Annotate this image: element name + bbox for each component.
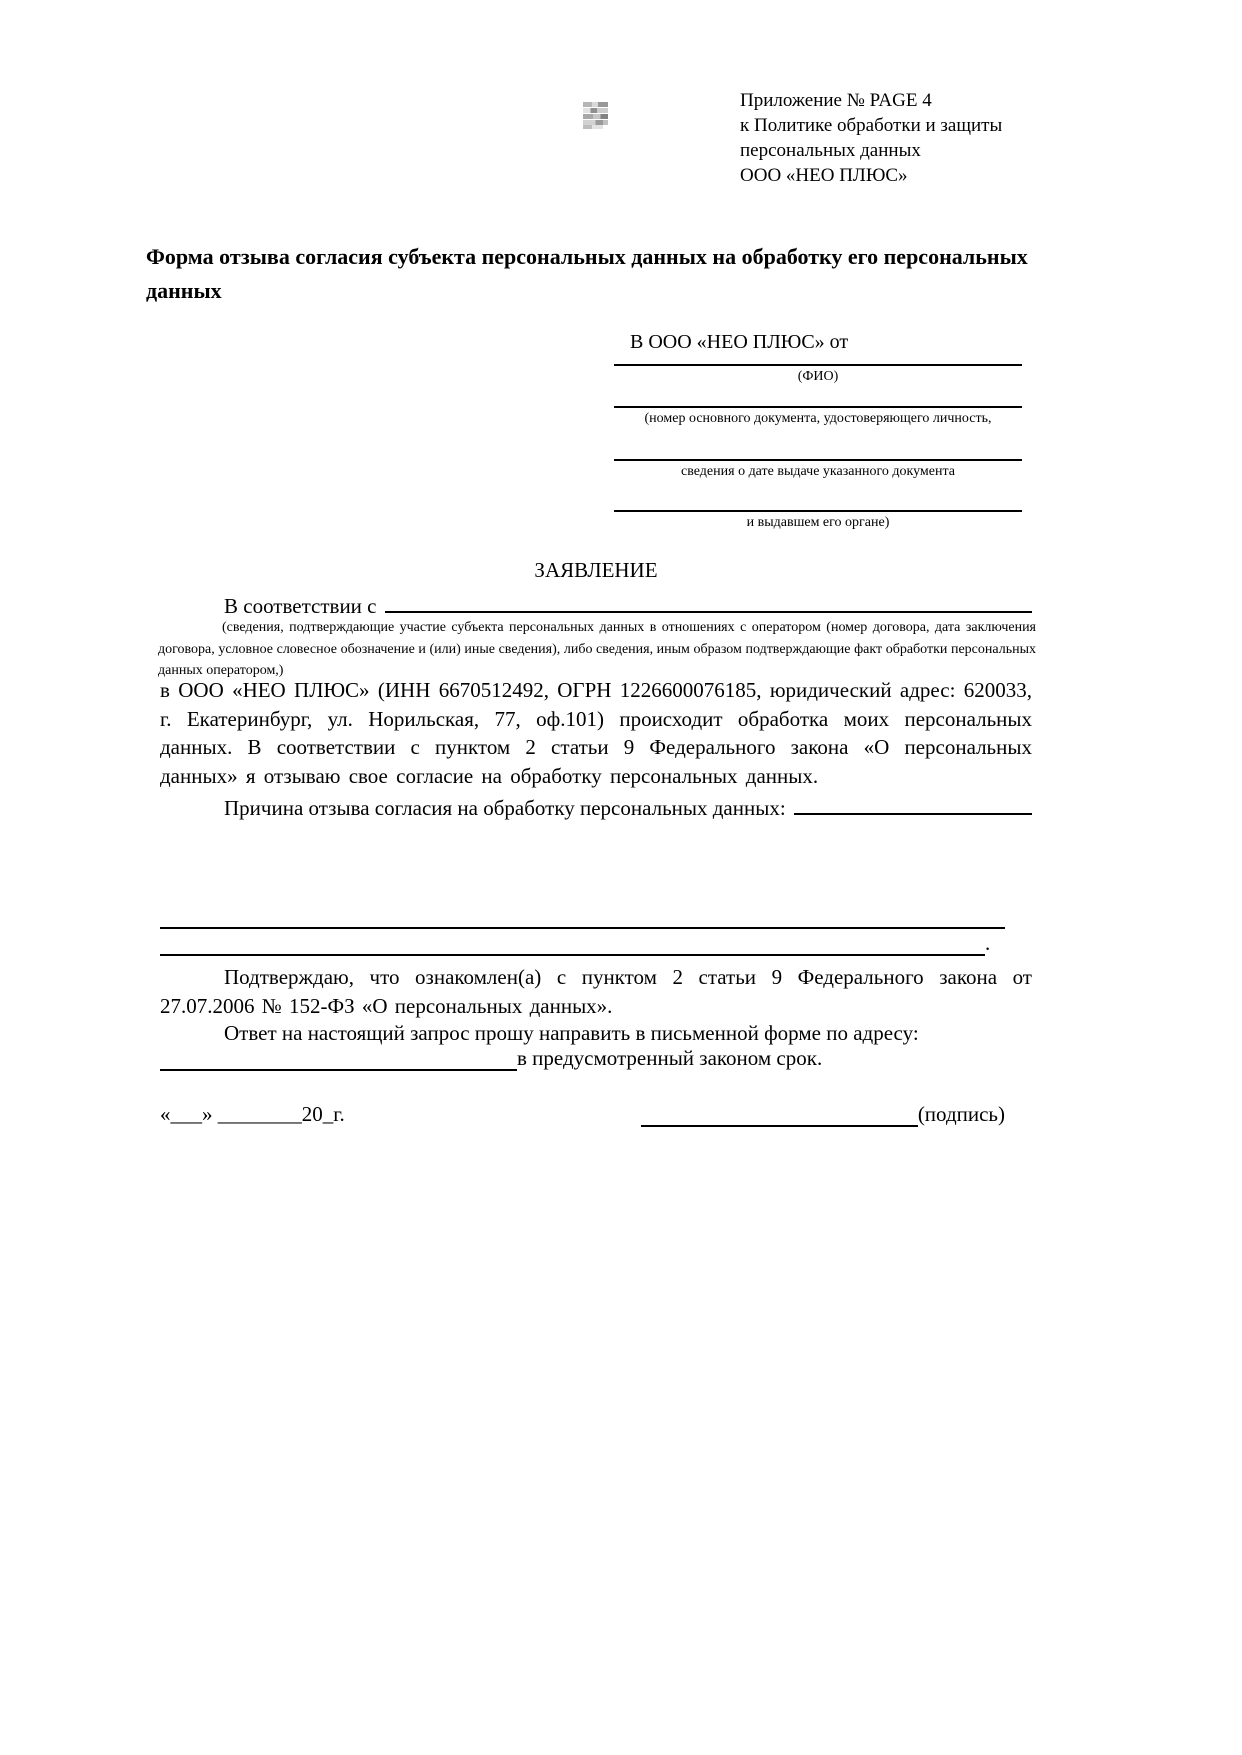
fio-caption: (ФИО) [797,369,839,384]
signature-blank-line[interactable] [641,1103,918,1127]
reason-period: . [985,931,991,955]
appendix-line-1: Приложение № PAGE 4 [740,90,932,111]
reason-prefix: Причина отзыва согласия на обработку персональных данных: [224,796,786,820]
date-line: «___» ________20_г. [160,1102,345,1126]
signature-footer [160,1102,1005,1127]
addressee-fields [614,358,1022,531]
issuing-authority-blank-line[interactable] [614,504,1022,512]
issue-date-blank-line[interactable] [614,453,1022,461]
issue-date-caption: сведения о дате выдаче указанного документа [681,464,955,479]
confirmation-paragraph: Подтверждаю, что ознакомлен(а) с пунктом 2 статьи 9 Федерального закона от 27.07.2006 № 152-ФЗ «О персональных данных». [160,965,1032,1018]
appendix-header [740,88,1002,188]
appendix-line-4: ООО «НЕО ПЛЮС» [740,165,908,186]
appendix-line-3: персональных данных [740,140,921,161]
reply-request-line: Ответ на настоящий запрос прошу направить в письменной форме по адресу: [224,1021,919,1045]
reason-blank-row-2-line[interactable] [160,932,985,956]
reason-blank-row-2 [160,931,1032,956]
signature-group [641,1102,1005,1127]
reason-blank-line[interactable] [794,791,1032,815]
footnote-text: (сведения, подтверждающие участие субъекта персональных данных в отношениях с оператором (номер договора, дата заключения договора, условное словесное обозначение и (или) иные сведения), либо сведения, иным образом подтверждающие факт обработки персональных данных оператором,) [158,620,1036,678]
reason-line [160,791,1032,821]
appendix-line-2: к Политике обработки и защиты [740,115,1003,136]
issuing-authority-caption: и выдавшем его органе) [746,515,890,530]
reason-blank-row-1[interactable] [160,905,1005,929]
reply-address-row [160,1046,1032,1071]
fio-field [614,358,1022,385]
document-number-field [614,400,1022,427]
statement-heading: ЗАЯВЛЕНИЕ [534,558,658,582]
in-accordance-blank-line[interactable] [385,589,1033,613]
pixelated-artifact-icon [583,102,608,129]
in-accordance-line [160,589,1032,619]
document-title: Форма отзыва согласия субъекта персональных данных на обработку его персональных данных [146,244,1028,303]
issuing-authority-field [614,504,1022,531]
in-accordance-prefix: В соответствии с [224,594,377,618]
main-paragraph: в ООО «НЕО ПЛЮС» (ИНН 6670512492, ОГРН 1226600076185, юридический адрес: 620033, г. Екатеринбург, ул. Норильская, 77, оф.101) происходит обработка моих персональных данных. В соответствии с пунктом 2 статьи 9 Федерального закона «О персональных данных» я отзываю свое согласие на обработку персональных данных. [160,678,1032,788]
signature-caption: (подпись) [917,1102,1005,1126]
reply-address-blank-line[interactable] [160,1047,517,1071]
reply-suffix: в предусмотренный законом срок. [517,1046,823,1070]
document-number-caption: (номер основного документа, удостоверяющего личность, [644,411,992,426]
issue-date-field [614,453,1022,480]
document-number-blank-line[interactable] [614,400,1022,408]
fio-blank-line[interactable] [614,358,1022,366]
addressee-to-line: В ООО «НЕО ПЛЮС» от [630,331,849,353]
